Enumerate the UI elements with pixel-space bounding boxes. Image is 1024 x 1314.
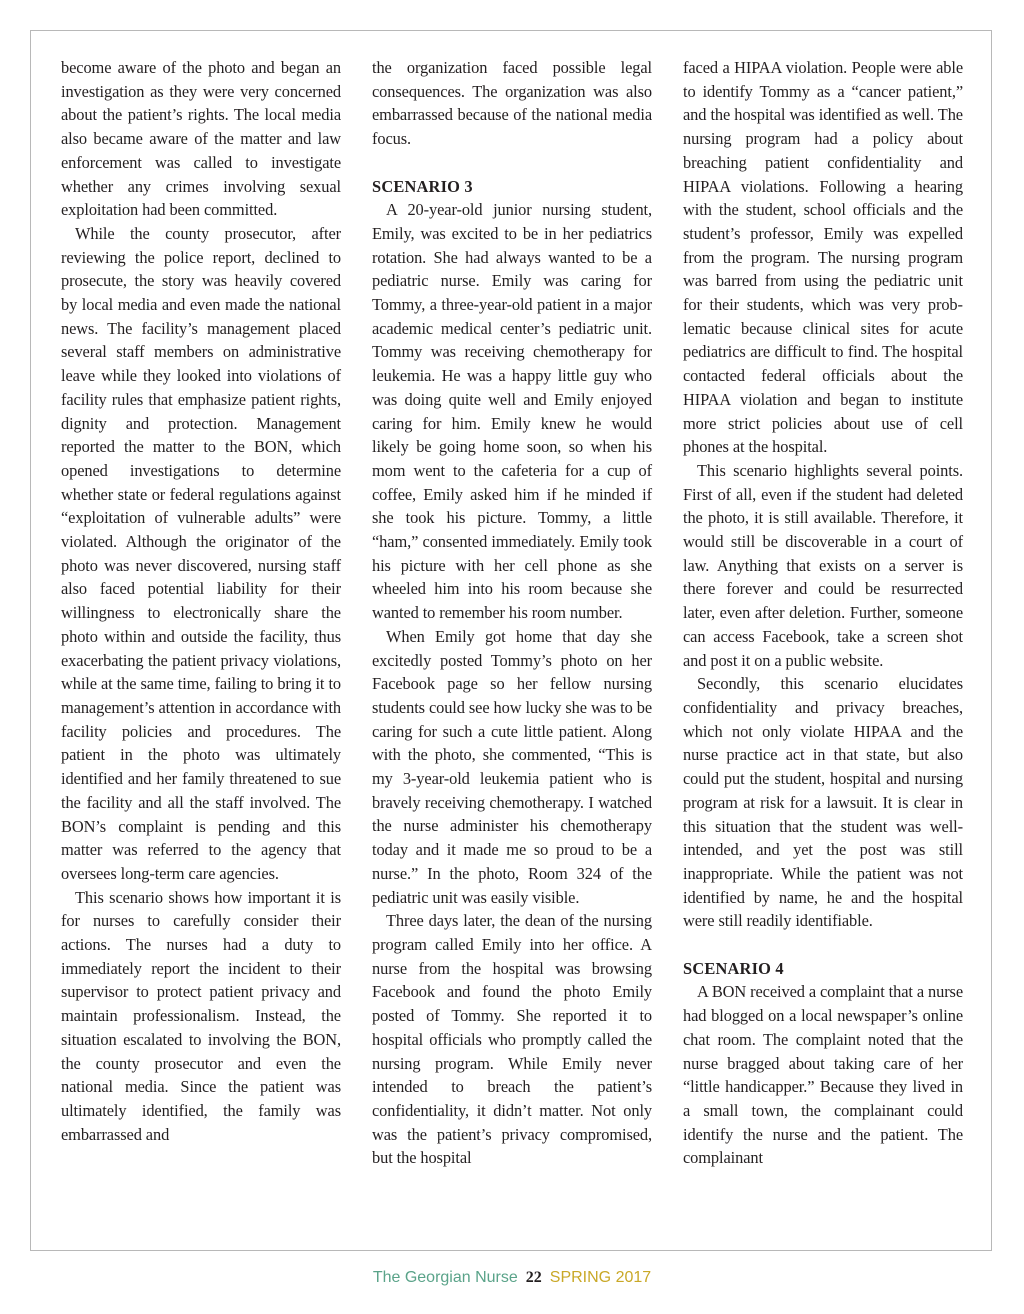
column-3	[683, 56, 963, 1170]
paragraph: Three days later, the dean of the nursing program called Emily into her office. A nurse from the hospital was browsing Facebook and found the photo Emily posted of Tommy. She reported it to hospital officials who promptly called the nursing program. While Emily never intended to breach the patient’s confidentiality, it didn’t matter. Not only was the patient’s privacy compromised, but the hospital	[372, 911, 652, 1168]
paragraph: A 20-year-old junior nursing student, Emily, was excited to be in her pediatrics rotation. She had always wanted to be a pediatric nurse. Emily was caring for Tommy, a three-year-old patient in a major academic medical center’s pediatric unit. Tommy was receiving chemotherapy for leukemia. He was a happy little guy who was doing quite well and Emily enjoyed caring for him. Emily knew he would likely be going home soon, so when his mom went to the cafeteria for a cup of coffee, Emily asked him if he minded if she took his picture. Tommy, a little “ham,” consented immediately. Emily took his picture with her cell phone as she wheeled him into his room because she wanted to remember his room number.	[372, 200, 652, 623]
paragraph: This scenario highlights several points. First of all, even if the student had deleted the photo, it is still available. Therefore, it would still be discoverable in a court of law. Anything that exists on a server is there forever and could be resurrected later, even after deletion. Further, someone can access Facebook, take a screen shot and post it on a public website.	[683, 460, 963, 670]
page-number: 22	[525, 1269, 542, 1286]
column-2	[372, 56, 652, 1170]
paragraph: faced a HIPAA violation. People were able to identify Tommy as a “cancer patient,” and the hospital was identified as well. The nursing program had a policy about breaching patient confidentiality and HIPAA violations. Following a hearing with the student, school officials and the student’s professor, Emily was expelled from the program. The nursing program was barred from using the pediatric unit for their students, which was very problematic because clinical sites for acute pediatrics are difficult to find. The hospital contacted federal officials about the HIPAA violation and began to institute more strict policies about use of cell phones at the hospital.	[683, 58, 963, 457]
section-heading-scenario-3: SCENARIO 3	[372, 176, 473, 196]
paragraph: Secondly, this scenario elucidates confidentiality and privacy breaches, which not only violate HIPAA and the nurse practice act in that state, but also could put the student, hospital and nursing program at risk for a lawsuit. It is clear in this situation that the student was well-intended, and yet the post was still inappropriate. While the patient was not identified by name, he and the hospital were still readily identifiable.	[683, 674, 963, 931]
issue-label: SPRING 2017	[549, 1269, 652, 1286]
paragraph: When Emily got home that day she excitedly posted Tommy’s photo on her Facebook page so her fellow nursing students could see how lucky she was to be caring for such a cute little patient. Along with the photo, she commented, “This is my 3-year-old leukemia patient who is bravely receiving chemotherapy. I watched the nurse administer his chemotherapy today and it made me so proud to be a nurse.” In the photo, Room 324 of the pediatric unit was easily visible.	[372, 626, 652, 907]
page-footer	[0, 1267, 1024, 1289]
column-1	[61, 56, 341, 1146]
paragraph: While the county prosecutor, after reviewing the police report, declined to prosecute, the story was heavily covered by local media and even made the national news. The facility’s management placed several staff members on administrative leave while they looked into violations of facility rules that emphasize patient rights, dignity and protection. Management reported the matter to the BON, which opened investigations to determine whether state or federal regulations against “exploitation of vulnerable adults” were violated. Although the originator of the photo was never discovered, nursing staff also faced potential liability for their willingness to electronically share the photo within and outside the facility, thus exacerbating the patient privacy violations, while at the same time, failing to bring it to management’s attention in accordance with facility policies and procedures. The patient in the photo was ultimately identified and her family threatened to sue the facility and all the staff involved. The BON’s complaint is pending and this matter was referred to the agency that oversees long-term care agencies.	[61, 223, 341, 883]
paragraph: This scenario shows how important it is for nurses to carefully consider their actions. The nurses had a duty to immediately report the incident to their supervisor to protect patient privacy and maintain professionalism. Instead, the situation escalated to involving the BON, the county prosecutor and even the national media. Since the patient was ultimately identified, the family was embarrassed and	[61, 887, 341, 1144]
section-heading-scenario-4: SCENARIO 4	[683, 958, 784, 978]
magazine-name: The Georgian Nurse	[372, 1269, 518, 1286]
paragraph: become aware of the photo and began an investigation as they were very concerned about the patient’s rights. The local media also became aware of the matter and law enforcement was called to investigate whether any crimes involving sexual exploitation had been committed.	[61, 58, 341, 220]
paragraph: A BON received a complaint that a nurse had blogged on a local newspaper’s online chat room. The complaint noted that the nurse bragged about taking care of her “little handicapper.” Because they lived in a small town, the complainant could identify the nurse and the patient. The complainant	[683, 982, 964, 1168]
paragraph: the organization faced possible legal consequences. The organization was also embarrassed because of the national media focus.	[372, 58, 652, 149]
